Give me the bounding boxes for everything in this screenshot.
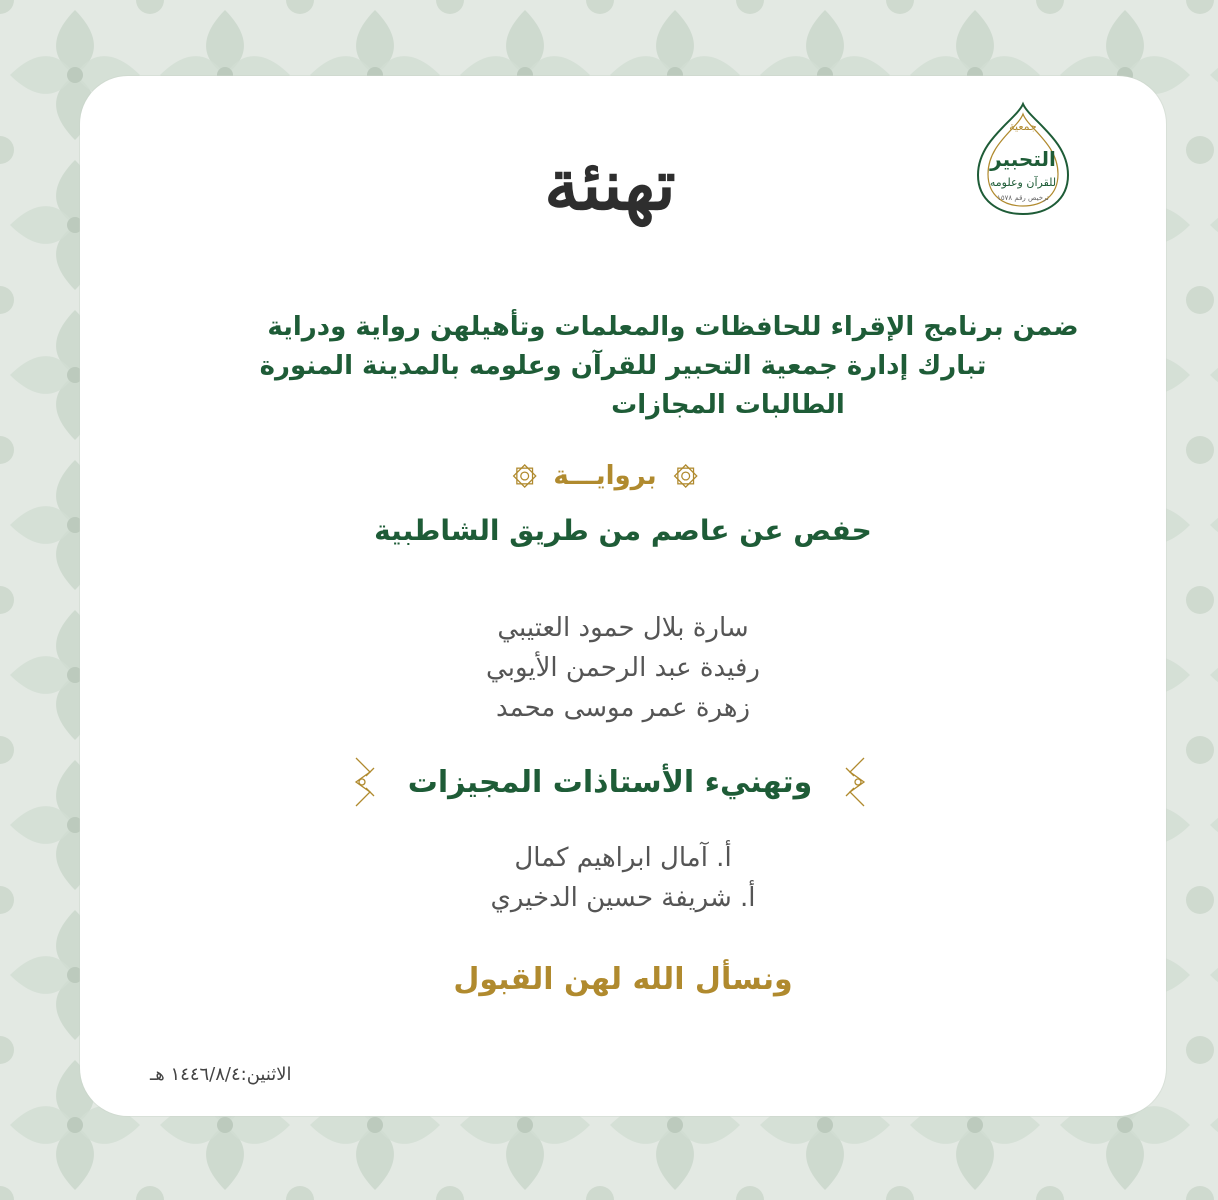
riwaya-label: بروايـــة	[553, 461, 657, 491]
logo-text-main: التحبير	[990, 147, 1056, 171]
riwaya-name: حفص عن عاصم من طريق الشاطبية	[374, 514, 872, 547]
logo-text-top: جمعية	[1009, 120, 1037, 133]
student-name: سارة بلال حمود العتيبي	[497, 613, 749, 643]
students-list	[80, 608, 1166, 728]
logo-emblem	[968, 100, 1078, 220]
student-name: رفيدة عبد الرحمن الأيوبي	[486, 653, 760, 683]
closing-prayer: ونسأل الله لهن القبول	[453, 962, 793, 997]
intro-line-1: ضمن برنامج الإقراء للحافظات والمعلمات وتأهيلهن رواية ودراية	[267, 312, 1079, 342]
title-word: تهنئة	[544, 143, 676, 226]
intro-line-3: الطالبات المجازات	[611, 390, 845, 420]
bracket-ornament-icon	[350, 754, 378, 810]
logo-text-sub: للقرآن وعلومه	[989, 176, 1057, 189]
teachers-title-row	[340, 752, 880, 812]
association-logo	[968, 100, 1078, 220]
teacher-name: أ. شريفة حسين الدخيري	[490, 883, 756, 913]
star-ornament-icon	[510, 461, 539, 491]
date-label: الاثنين:١٤٤٦/٨/٤ هـ	[150, 1064, 292, 1085]
intro-line-2: تبارك إدارة جمعية التحبير للقرآن وعلومه بالمدينة المنورة	[259, 351, 987, 381]
teacher-name: أ. آمال ابراهيم كمال	[514, 843, 732, 873]
bracket-ornament-icon	[842, 754, 870, 810]
logo-text-small: ترخيص رقم ١٥٧٨	[997, 194, 1049, 202]
teachers-list	[80, 838, 1166, 918]
congratulations-title	[520, 130, 700, 250]
student-name: زهرة عمر موسى محمد	[495, 693, 751, 723]
star-ornament-icon	[671, 461, 700, 491]
intro-paragraph	[80, 308, 1166, 425]
riwaya-label-row	[510, 456, 700, 496]
teachers-title: وتهنيء الأستاذات المجيزات	[407, 764, 813, 800]
